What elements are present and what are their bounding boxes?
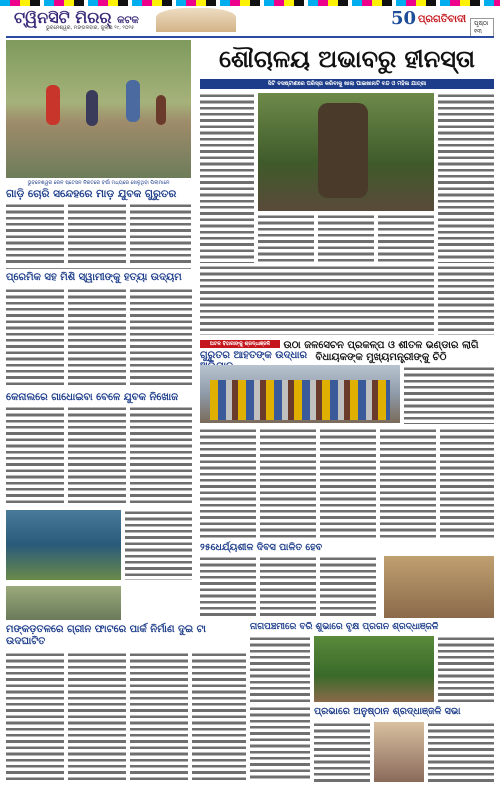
story-text — [130, 652, 188, 782]
story-text — [440, 428, 494, 538]
lead-text — [378, 214, 434, 264]
story-text — [380, 428, 436, 538]
story-text — [6, 288, 64, 388]
story-text — [260, 556, 316, 618]
headline-condolence-meeting: ପ୍ରଭାରେ ଅନୁଷ୍ଠାନ ଶ୍ରଦ୍ଧାଞ୍ଜଳି ସଭା — [314, 706, 461, 717]
page-number: ପୃଷ୍ଠା ୧୩ — [470, 18, 494, 38]
headline-nagapanchami: ନାଗପଞ୍ଚମୀରେ ବରି ଶୁଭାରେ ବୃକ୍ଷ ପ୍ରଗନ ଶ୍ରଦ୍ଧାଞ୍ଜଳି — [250, 622, 439, 632]
story-text — [320, 428, 376, 538]
ceremony-photo — [384, 556, 494, 618]
story-text — [320, 556, 376, 618]
story-text — [125, 510, 192, 580]
headline-vehicle-theft: ଗାଡ଼ି ଚୋରି ସନ୍ଦେହରେ ମାଡ଼ ଯୁବକ ଗୁରୁତର — [6, 188, 177, 200]
story-text — [68, 406, 126, 506]
headline-irrigation: ଉଠା ଜଳସେଚନ ପ୍ରକଳ୍ପ ଓ ଶୀତଳ ଭଣ୍ଡାର ଲାଗି ବିଧାୟକଙ୍କ ମୁଖ୍ୟମନ୍ତ୍ରୀଙ୍କୁ ଚିଠି — [283, 340, 479, 363]
lead-text — [258, 214, 314, 264]
story-text — [438, 636, 494, 702]
park-photo — [6, 586, 121, 620]
group-photo — [200, 365, 400, 423]
story-text — [6, 203, 64, 265]
portrait-photo — [374, 722, 424, 782]
anniversary-logo: 50 — [391, 8, 417, 29]
story-text — [250, 706, 310, 782]
brand-logo: ପ୍ରଗତିବାଦୀ — [418, 14, 467, 25]
headline-rescue: ଗୁରୁତର ଆହତଙ୍କ ଉଦ୍ଧାର — [200, 350, 308, 361]
headline-murder-attempt: ପ୍ରେମିକ ସହ ମିଶି ସ୍ୱାମୀଙ୍କୁ ହତ୍ୟା ଉଦ୍ୟମ — [6, 272, 182, 283]
story-text — [68, 288, 126, 388]
paper-name: ଟ୍ୱିନସିଟି ମିରର୍ କଟକ — [14, 8, 139, 27]
lead-text — [318, 214, 374, 264]
masthead-date: ଭୁବନେଶ୍ୱର, ମଙ୍ଗଳବାର, ଜୁଲାଇ ୨୯, ୨୦୨୫ — [46, 25, 135, 31]
headline-park-inauguration: ମଙ୍କଡ଼ତଳରେ ଗ୍ରୀନ ଫାଟରେ ପାର୍କ ନିର୍ମାଣ ଦୁଇ ଟା ଉଦଘାଟିତ — [6, 624, 206, 647]
color-registration-strip — [0, 0, 500, 6]
story-text — [250, 636, 310, 702]
masthead — [6, 8, 494, 34]
kicker-tribute: ଅଟଳ ବିହାରୀଙ୍କୁ ଶ୍ରଦ୍ଧାଞ୍ଜଳି — [200, 340, 280, 348]
masthead-rule — [6, 36, 494, 38]
tree-planting-photo — [314, 636, 434, 702]
lead-headline: ଶୌଚାଳୟ ଅଭାବରୁ ହୀନସ୍ତା — [218, 44, 475, 73]
story-text — [200, 428, 256, 538]
story-text — [130, 288, 192, 388]
story-text — [6, 406, 64, 506]
canal-photo — [6, 510, 121, 580]
lead-text — [200, 93, 254, 263]
photo-caption: ଭୁବନେଶ୍ୱର ରେଳ ଷ୍ଟେସନ ନିକଟରେ ବର୍ଷା ମଧ୍ୟରେ ଖେଳୁଥିବା ପିଲାମାନେ — [27, 180, 170, 186]
lead-kicker: ସିଟି ବସଷ୍ଟାଣରେ ପରିସ୍ତା କରିବାକୁ ଖାଲା ପାଇଖାନାଟି ବନ୍ଦ ଓ ମହିଳା ଯାତ୍ରୀ — [200, 79, 494, 89]
story-text — [428, 722, 494, 782]
story-text — [192, 652, 246, 782]
toilet-photo — [258, 93, 434, 211]
children-rain-photo — [6, 40, 191, 178]
story-text — [130, 406, 192, 506]
headline-patience-day: ୨୫ଧେର୍ଯ୍ୟଶୀଳ ଦିବସ ପାଳିତ ହେବ — [200, 542, 323, 553]
story-text — [314, 722, 370, 782]
temple-illustration — [156, 8, 236, 32]
story-text — [404, 366, 494, 424]
story-text — [260, 428, 316, 538]
story-text — [6, 652, 64, 782]
story-text — [68, 652, 126, 782]
story-text — [200, 556, 256, 618]
story-text — [68, 203, 126, 265]
lead-text — [438, 93, 494, 263]
lead-text — [438, 265, 494, 335]
story-text — [130, 203, 191, 265]
headline-missing-youth: କେନାଲରେ ଗାଧୋଇବା ବେଳେ ଯୁବକ ନିଖୋଜ — [6, 392, 179, 403]
lead-text — [200, 265, 434, 335]
